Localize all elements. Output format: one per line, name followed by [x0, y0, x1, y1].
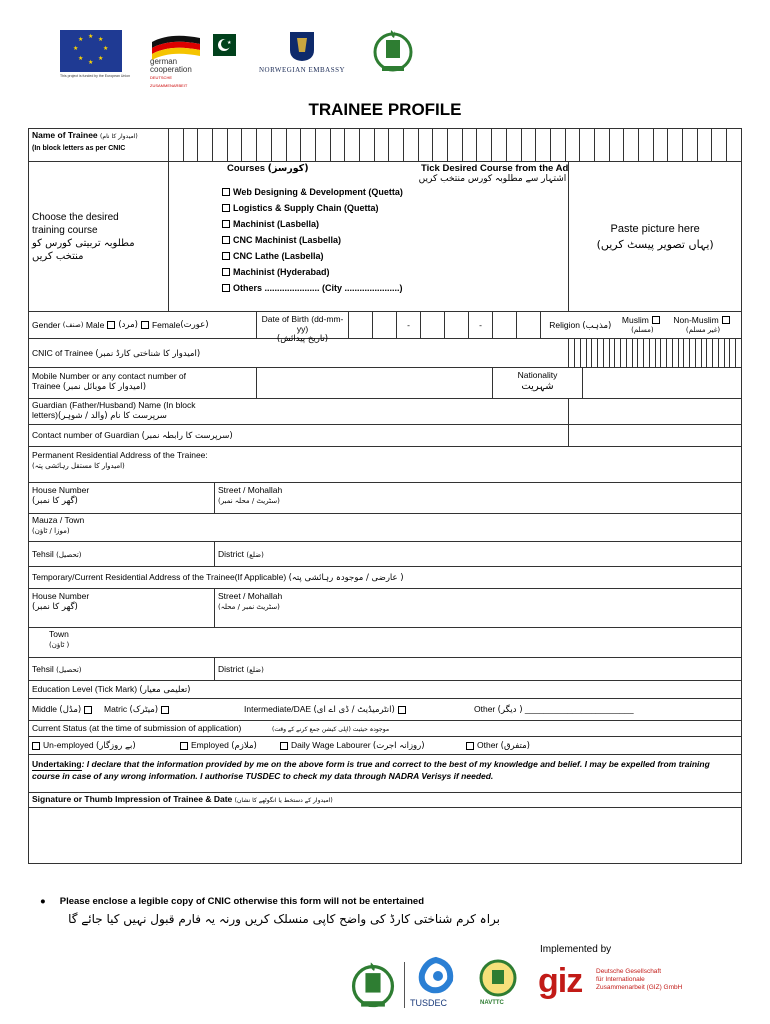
- guardian-contact-label: Contact number of Guardian (سرپرست کا رابطہ نمبر): [29, 425, 569, 447]
- checkbox[interactable]: [84, 706, 92, 714]
- curr-tehsil[interactable]: Tehsil (تحصیل): [29, 658, 215, 680]
- current-tehsil-row: [29, 658, 742, 681]
- undertaking-text: Undertaking: I declare that the information provided by me on the above form is true and correct to the best of my knowledge and belief. I may be expelled from training course in case of any wrong information. I authorise TUSDEC to check my data through NADRA Verisys if needed.: [29, 755, 742, 793]
- edu-inter[interactable]: Intermediate/DAE (انٹرمیڈیٹ / ڈی اے ای): [244, 704, 474, 715]
- permanent-address-heading-row: [29, 447, 742, 483]
- course-option[interactable]: CNC Machinist (Lasbella): [219, 232, 568, 248]
- status-employed[interactable]: Employed (ملازم): [177, 740, 277, 751]
- tusdec-label: TUSDEC: [410, 998, 448, 1008]
- norway-crest-icon: [288, 30, 316, 62]
- permanent-tehsil-row: [29, 542, 742, 567]
- guardian-row: [29, 399, 742, 425]
- name-row: [29, 129, 742, 162]
- pakistan-emblem-logo: [372, 26, 414, 76]
- edu-other[interactable]: Other ( دیگر) _______________________: [474, 704, 634, 715]
- status-daily-wage[interactable]: Daily Wage Labourer (روزانہ اجرت): [277, 740, 463, 751]
- muslim-checkbox[interactable]: [652, 316, 660, 324]
- checkbox[interactable]: [280, 742, 288, 750]
- status-heading-row: [29, 721, 742, 737]
- name-label-cell: Name of Trainee (امیدوار کا نام) (In block letters as per CNIC: [29, 129, 169, 162]
- mobile-row: [29, 368, 742, 399]
- checkbox[interactable]: [398, 706, 406, 714]
- cnic-row: [29, 339, 742, 368]
- status-options-row: [29, 737, 742, 755]
- cnic-input[interactable]: [569, 339, 742, 368]
- checkbox[interactable]: [32, 742, 40, 750]
- guardian-contact-row: [29, 425, 742, 447]
- dob-box[interactable]: [445, 312, 469, 338]
- perm-house-number[interactable]: House Number (گھر کا نمبر): [29, 483, 215, 513]
- nationality-label: Nationality شہریت: [493, 368, 583, 398]
- gender-row: [29, 312, 742, 339]
- cnic-label: CNIC of Trainee (امیدوار کا شناختی کارڈ نمبر): [29, 339, 569, 368]
- education-heading-row: [29, 681, 742, 699]
- course-choose-label: Choose the desired training course مطلوبہ تربیتی کورس کو منتخب کریں: [29, 162, 169, 312]
- pakistan-flag-logo: [206, 34, 236, 56]
- dob-separator: -: [469, 312, 493, 338]
- checkbox[interactable]: [222, 252, 230, 260]
- female-checkbox[interactable]: [141, 321, 149, 329]
- permanent-address-label: Permanent Residential Address of the Trainee: (امیدوار کا مستقل رہائشی پتہ): [29, 447, 742, 483]
- dob-box[interactable]: [493, 312, 517, 338]
- signature-box[interactable]: [29, 808, 742, 864]
- curr-house-number[interactable]: House Number (گھر کا نمبر): [29, 589, 215, 627]
- svg-text:★: ★: [227, 40, 232, 46]
- course-option[interactable]: Web Designing & Development (Quetta): [219, 184, 568, 200]
- male-checkbox[interactable]: [107, 321, 115, 329]
- education-label: Education Level (Tick Mark) (تعلیمی معیار): [29, 681, 742, 699]
- current-house-row: [29, 589, 742, 628]
- perm-street[interactable]: Street / Mohallah (سٹریٹ / محلہ نمبر): [218, 485, 283, 505]
- curr-street[interactable]: Street / Mohallah (سٹریٹ نمبر / محلہ): [218, 591, 283, 611]
- checkbox[interactable]: [222, 188, 230, 196]
- perm-district[interactable]: District (ضلع): [218, 548, 264, 559]
- checkbox[interactable]: [222, 204, 230, 212]
- education-options-row: [29, 699, 742, 721]
- dob-separator: -: [397, 312, 421, 338]
- non-muslim-checkbox[interactable]: [722, 316, 730, 324]
- checkbox[interactable]: [222, 236, 230, 244]
- checkbox[interactable]: [222, 220, 230, 228]
- svg-text:★: ★: [392, 31, 397, 37]
- course-option[interactable]: Others ...................... (City ......................): [219, 280, 568, 296]
- mobile-label: Mobile Number or any contact number of Trainee (امیدوار کا موبائل نمبر): [29, 368, 257, 398]
- picture-box[interactable]: Paste picture here (یہاں تصویر پیسٹ کریں): [569, 162, 742, 312]
- signature-label: Signature or Thumb Impression of Trainee & Date (امیدوار کے دستخط یا انگوٹھے کا نشان): [29, 793, 742, 808]
- name-input-boxes[interactable]: [169, 129, 742, 162]
- curr-district[interactable]: District (ضلع): [218, 663, 264, 674]
- permanent-house-row: [29, 483, 742, 514]
- guardian-label: Guardian (Father/Husband) Name (In block letters)سرپرست کا نام (والد / شوہر): [29, 399, 569, 425]
- permanent-mauza-row: [29, 514, 742, 542]
- courses-list: Courses (کورسز) Tick Desired Course from the Ad اشتہار سے مطلوبہ کورس منتخب کریں Web Designing & Development (Quetta) Logistics & Supply Chain (Quetta) Machinist (Lasbella) CNC Machinist (Lasbella) CNC Lathe (Lasbella) Machinist (Hyderabad) Others ...................... (City ......................): [169, 162, 569, 312]
- mobile-input[interactable]: [257, 368, 493, 398]
- edu-matric[interactable]: Matric (میٹرک): [104, 704, 244, 715]
- eu-flag-logo: ★ ★ ★ ★ ★ ★ ★ ★: [60, 30, 122, 72]
- german-cooperation-flag-logo: [150, 32, 202, 60]
- course-option[interactable]: CNC Lathe (Lasbella): [219, 248, 568, 264]
- perm-mauza[interactable]: Mauza / Town (موزا / ٹاؤن): [29, 514, 742, 542]
- signature-box-row: [29, 808, 742, 864]
- dob-label: Date of Birth (dd-mm-yy) (تاریخ پیدائش): [257, 312, 349, 338]
- religion-field: Religion (مذہب) Muslim (مسلم) Non-Muslim (غیر مسلم): [541, 312, 741, 338]
- signature-heading-row: [29, 793, 742, 808]
- trainee-profile-form: [28, 128, 742, 864]
- curr-town[interactable]: Town ( ٹاؤن): [29, 628, 742, 658]
- implemented-by-label: Implemented by: [540, 944, 612, 955]
- german-cooperation-text: german cooperation DEUTSCHE ZUSAMMENARBEIT: [150, 57, 192, 88]
- current-town-row: [29, 628, 742, 658]
- checkbox[interactable]: [161, 706, 169, 714]
- status-unemployed[interactable]: Un-employed (بے روزگار): [29, 740, 177, 751]
- status-other[interactable]: Other (متفرق): [463, 740, 530, 751]
- pakistan-emblem-logo: [350, 958, 396, 1012]
- current-address-label: Temporary/Current Residential Address of the Trainee(If Applicable) ( عارضی / موجودہ رہائشی پتہ): [29, 567, 742, 589]
- checkbox[interactable]: [222, 268, 230, 276]
- cnic-note-urdu: براہ کرم شناختی کارڈ کی واضح کاپی منسلک کریں ورنہ یہ فارم قبول نہیں کیا جائے گا: [68, 912, 500, 926]
- navttc-logo-icon: [478, 958, 518, 1002]
- checkbox[interactable]: [222, 284, 230, 292]
- checkbox[interactable]: [466, 742, 474, 750]
- edu-middle[interactable]: Middle (مڈل): [32, 704, 104, 715]
- giz-full-name: Deutsche Gesellschaft für Internationale Zusammenarbeit (GIZ) GmbH: [596, 968, 683, 991]
- cnic-note: ● Please enclose a legible copy of CNIC otherwise this form will not be entertained: [40, 896, 425, 907]
- eu-caption: This project is funded by the European Union: [60, 74, 131, 78]
- dob-box[interactable]: [373, 312, 397, 338]
- dob-box[interactable]: [421, 312, 445, 338]
- course-option[interactable]: Machinist (Hyderabad): [219, 264, 568, 280]
- giz-logo: giz: [538, 962, 583, 1000]
- course-option[interactable]: Logistics & Supply Chain (Quetta): [219, 200, 568, 216]
- norwegian-embassy-logo: NORWEGIAN EMBASSY: [252, 30, 352, 80]
- checkbox[interactable]: [180, 742, 188, 750]
- nationality-input[interactable]: [583, 368, 741, 398]
- perm-tehsil[interactable]: Tehsil (تحصیل): [29, 542, 215, 566]
- guardian-input[interactable]: [569, 399, 742, 425]
- footer-logos: [350, 956, 730, 1016]
- tusdec-logo-icon: [414, 956, 458, 996]
- gender-field: Gender (صنف) Male (مرد) Female (عورت): [29, 312, 257, 338]
- course-option[interactable]: Machinist (Lasbella): [219, 216, 568, 232]
- courses-row: [29, 162, 742, 312]
- navttc-label: NAVTTC: [480, 1000, 504, 1006]
- guardian-contact-input[interactable]: [569, 425, 742, 447]
- dob-box[interactable]: [517, 312, 541, 338]
- current-address-heading-row: [29, 567, 742, 589]
- undertaking-row: [29, 755, 742, 793]
- status-label: Current Status (at the time of submission of application) موجودہ حیثیت (اپلی کیشن جمع کرنے کے وقت): [29, 721, 742, 737]
- page-title: TRAINEE PROFILE: [308, 100, 462, 119]
- dob-box[interactable]: [349, 312, 373, 338]
